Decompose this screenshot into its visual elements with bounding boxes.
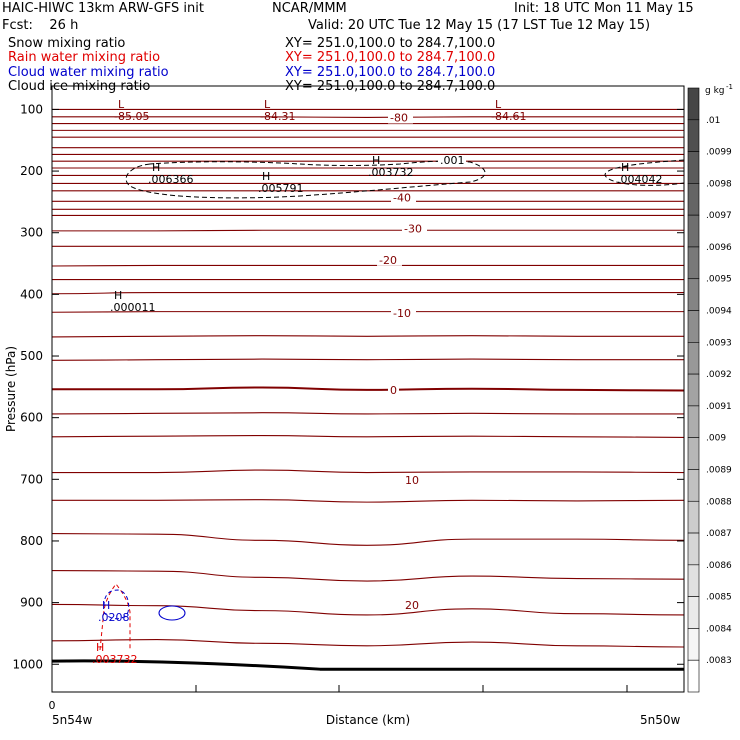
organization-label: NCAR/MMM xyxy=(272,1,347,16)
colorbar-label: .0091 xyxy=(706,401,732,412)
high-marker: H xyxy=(621,161,630,174)
temperature-contour-line xyxy=(52,534,684,546)
temperature-contour-line xyxy=(52,265,684,266)
colorbar-segment xyxy=(688,533,699,565)
extremum-value: .003732 xyxy=(368,166,414,179)
field-name-rain: Rain water mixing ratio xyxy=(8,50,161,65)
colorbar-label: .0095 xyxy=(706,274,732,285)
temperature-label: -80 xyxy=(390,111,408,125)
extremum-value: .000011 xyxy=(110,301,156,314)
high-marker: H xyxy=(96,641,105,654)
colorbar-label: .0085 xyxy=(706,592,732,603)
colorbar-segment xyxy=(688,152,699,184)
y-tick-label: 100 xyxy=(20,102,43,117)
x-right-label: 5n50w xyxy=(640,713,681,727)
colorbar-segment xyxy=(688,88,699,120)
colorbar-segment xyxy=(688,120,699,152)
high-marker: H xyxy=(262,170,271,183)
temperature-contour-line xyxy=(52,571,684,581)
high-marker: H xyxy=(102,599,111,612)
extremum-value: .004042 xyxy=(617,173,663,186)
terrain-surface-line xyxy=(52,661,684,669)
colorbar-label: .0098 xyxy=(706,179,732,190)
colorbar-unit-exponent: -1 xyxy=(726,83,733,91)
colorbar-label: .0092 xyxy=(706,370,732,381)
x-axis-label: Distance (km) xyxy=(325,713,411,727)
colorbar-segment xyxy=(688,565,699,597)
temperature-label: -30 xyxy=(404,222,422,236)
field-name-snow: Snow mixing ratio xyxy=(8,36,126,51)
temperature-contour-line xyxy=(52,470,684,472)
temperature-label: -40 xyxy=(393,191,411,205)
temperature-label: 10 xyxy=(405,473,419,487)
high-marker: H xyxy=(152,161,161,174)
temperature-contour-line xyxy=(52,436,684,438)
y-tick-label: 400 xyxy=(20,287,43,302)
colorbar-label: .0088 xyxy=(706,497,732,508)
forecast-hour: Fcst: 26 h xyxy=(2,18,79,33)
colorbar-segment xyxy=(688,469,699,501)
colorbar-label: .01 xyxy=(706,115,721,126)
colorbar-label: .0097 xyxy=(706,211,732,222)
y-tick-label: 600 xyxy=(20,410,43,425)
colorbar-segment xyxy=(688,660,699,692)
field-xy-snow: XY= 251.0,100.0 to 284.7,100.0 xyxy=(285,36,496,51)
temperature-contour-line xyxy=(52,359,684,360)
colorbar-segment xyxy=(688,406,699,438)
field-xy-cloud-ice: XY= 251.0,100.0 to 284.7,100.0 xyxy=(285,79,496,94)
colorbar-label: .0093 xyxy=(706,338,732,349)
temperature-label: -10 xyxy=(393,306,411,320)
colorbar-label: .0083 xyxy=(706,656,732,667)
valid-time: Valid: 20 UTC Tue 12 May 15 (17 LST Tue 12 May 15) xyxy=(308,18,651,33)
plot-axes xyxy=(4,86,684,727)
colorbar-label: .0096 xyxy=(706,242,732,253)
temperature-contour-line xyxy=(52,230,684,231)
high-marker: H xyxy=(372,154,381,167)
extremum-value: .0208 xyxy=(98,611,130,624)
temperature-contour-line xyxy=(52,604,684,614)
model-title: HAIC-HIWC 13km ARW-GFS init xyxy=(2,1,204,16)
colorbar-segment xyxy=(688,183,699,215)
colorbar-label: .0099 xyxy=(706,147,732,158)
temperature-contour-line xyxy=(52,640,684,647)
field-xy-cloud-water: XY= 251.0,100.0 to 284.7,100.0 xyxy=(285,65,496,80)
cloud-water-contour-small xyxy=(159,606,185,620)
temperature-label: 20 xyxy=(405,599,419,613)
colorbar xyxy=(688,83,733,692)
colorbar-segment xyxy=(688,247,699,279)
colorbar-segment xyxy=(688,374,699,406)
colorbar-segment xyxy=(688,342,699,374)
colorbar-label: .0089 xyxy=(706,465,732,476)
colorbar-unit: g kg xyxy=(705,86,725,96)
y-tick-label: 300 xyxy=(20,225,43,240)
field-name-cloud-water: Cloud water mixing ratio xyxy=(8,65,169,80)
contour-value-label: .001 xyxy=(440,154,465,167)
low-marker: L xyxy=(495,98,502,111)
extremum-value: -84.31 xyxy=(260,110,296,123)
init-time: Init: 18 UTC Mon 11 May 15 xyxy=(514,1,694,16)
y-tick-label: 900 xyxy=(20,595,43,610)
extremum-value: .006366 xyxy=(148,173,194,186)
extremum-value: .003732 xyxy=(92,653,138,666)
y-tick-label: 800 xyxy=(20,533,43,548)
colorbar-label: .0084 xyxy=(706,624,732,635)
colorbar-segment xyxy=(688,628,699,660)
temperature-contour-line xyxy=(52,293,684,294)
low-marker: L xyxy=(264,98,271,111)
temperature-label: -20 xyxy=(379,253,397,267)
colorbar-segment xyxy=(688,215,699,247)
colorbar-label: .0086 xyxy=(706,560,732,571)
y-tick-label: 1000 xyxy=(12,657,43,672)
colorbar-segment xyxy=(688,279,699,311)
low-marker: L xyxy=(118,98,125,111)
y-tick-label: 700 xyxy=(20,472,43,487)
colorbar-segment xyxy=(688,438,699,470)
extremum-value: -85.05 xyxy=(114,110,150,123)
x-tick-label: 0 xyxy=(48,699,56,712)
high-marker: H xyxy=(114,289,123,302)
x-left-label: 5n54w xyxy=(52,713,93,727)
colorbar-segment xyxy=(688,501,699,533)
field-xy-rain: XY= 251.0,100.0 to 284.7,100.0 xyxy=(285,50,496,65)
colorbar-label: .0087 xyxy=(706,529,732,540)
temperature-contour-line xyxy=(52,413,684,414)
colorbar-label: .0094 xyxy=(706,306,732,317)
colorbar-segment xyxy=(688,311,699,343)
y-axis-label: Pressure (hPa) xyxy=(4,345,18,433)
mixing-ratio-contours xyxy=(100,160,684,650)
temperature-contour-line xyxy=(52,387,684,390)
extremum-value: -84.61 xyxy=(491,110,527,123)
extremum-value: .005791 xyxy=(258,182,304,195)
y-tick-label: 200 xyxy=(20,164,43,179)
temperature-contour-line xyxy=(52,336,684,337)
field-name-cloud-ice: Cloud ice mixing ratio xyxy=(8,79,151,94)
colorbar-segment xyxy=(688,597,699,629)
y-tick-label: 500 xyxy=(20,349,43,364)
temperature-contour-line xyxy=(52,500,684,502)
temperature-label: 0 xyxy=(390,383,397,397)
temperature-contours xyxy=(52,109,684,669)
colorbar-label: .009 xyxy=(706,433,727,444)
